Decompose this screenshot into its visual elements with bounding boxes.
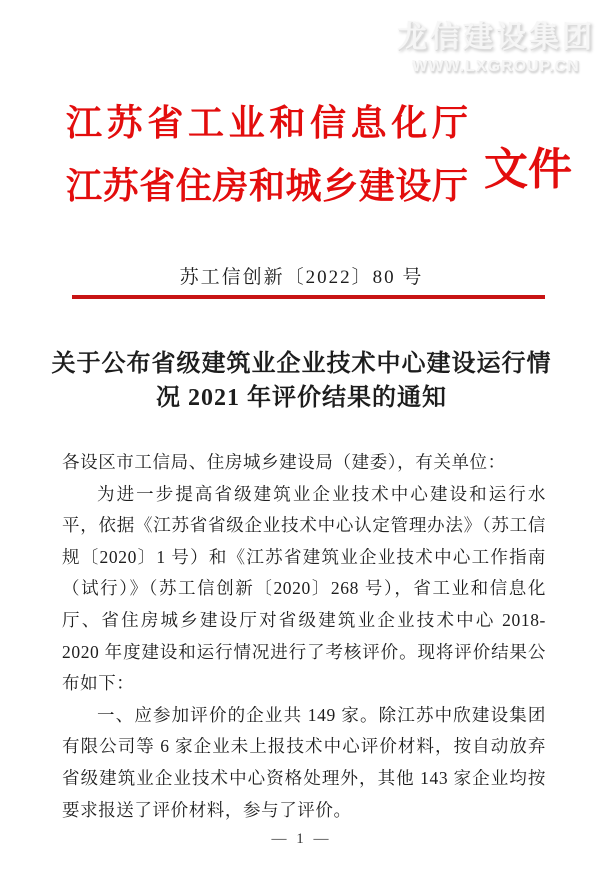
paragraph: 为进一步提高省级建筑业企业技术中心建设和运行水平，依据《江苏省省级企业技术中心认定管理办法》（苏工信规〔2020〕1 号）和《江苏省建筑业企业技术中心工作指南（试行）》（苏工信创新〔2020〕268 号），省工业和信息化厅、省住房城乡建设厅对省级建筑业企业技术中心 2018-2020 年度建设和运行情况进行了考核评价。现将评价结果公布如下： [62,483,546,694]
company-logo-name: 龙信建设集团 [397,21,595,54]
agency-line-1: 江苏省工业和信息化厅 [66,103,468,143]
document-body [62,447,546,826]
title-line-2: 况 2021 年评价结果的通知 [156,385,447,411]
document-title [0,347,603,415]
letterhead [66,92,603,218]
company-logo-url: WWW.LXGROUP.CN [412,58,580,75]
doc-type-label: 文件 [484,145,572,194]
doc-number: 苏工信创新〔2022〕80 号 [179,267,424,288]
salutation: 各设区市工信局、住房城乡建设局（建委），有关单位： [62,452,506,472]
page-number: — 1 — [271,831,332,847]
letterhead-agency-lines [66,92,468,218]
title-line-1: 关于公布省级建筑业企业技术中心建设运行情 [51,351,552,377]
agency-line-2: 江苏省住房和城乡建设厅 [66,166,468,206]
red-separator-line [72,295,545,299]
paragraph: 一、应参加评价的企业共 149 家。除江苏中欣建设集团有限公司等 6 家企业未上报技术中心评价材料，按自动放弃省级建筑业企业技术中心资格处理外，其他 143 家企业均按要求报送了评价材料，参与了评价。 [62,704,546,820]
company-logo [397,12,595,76]
